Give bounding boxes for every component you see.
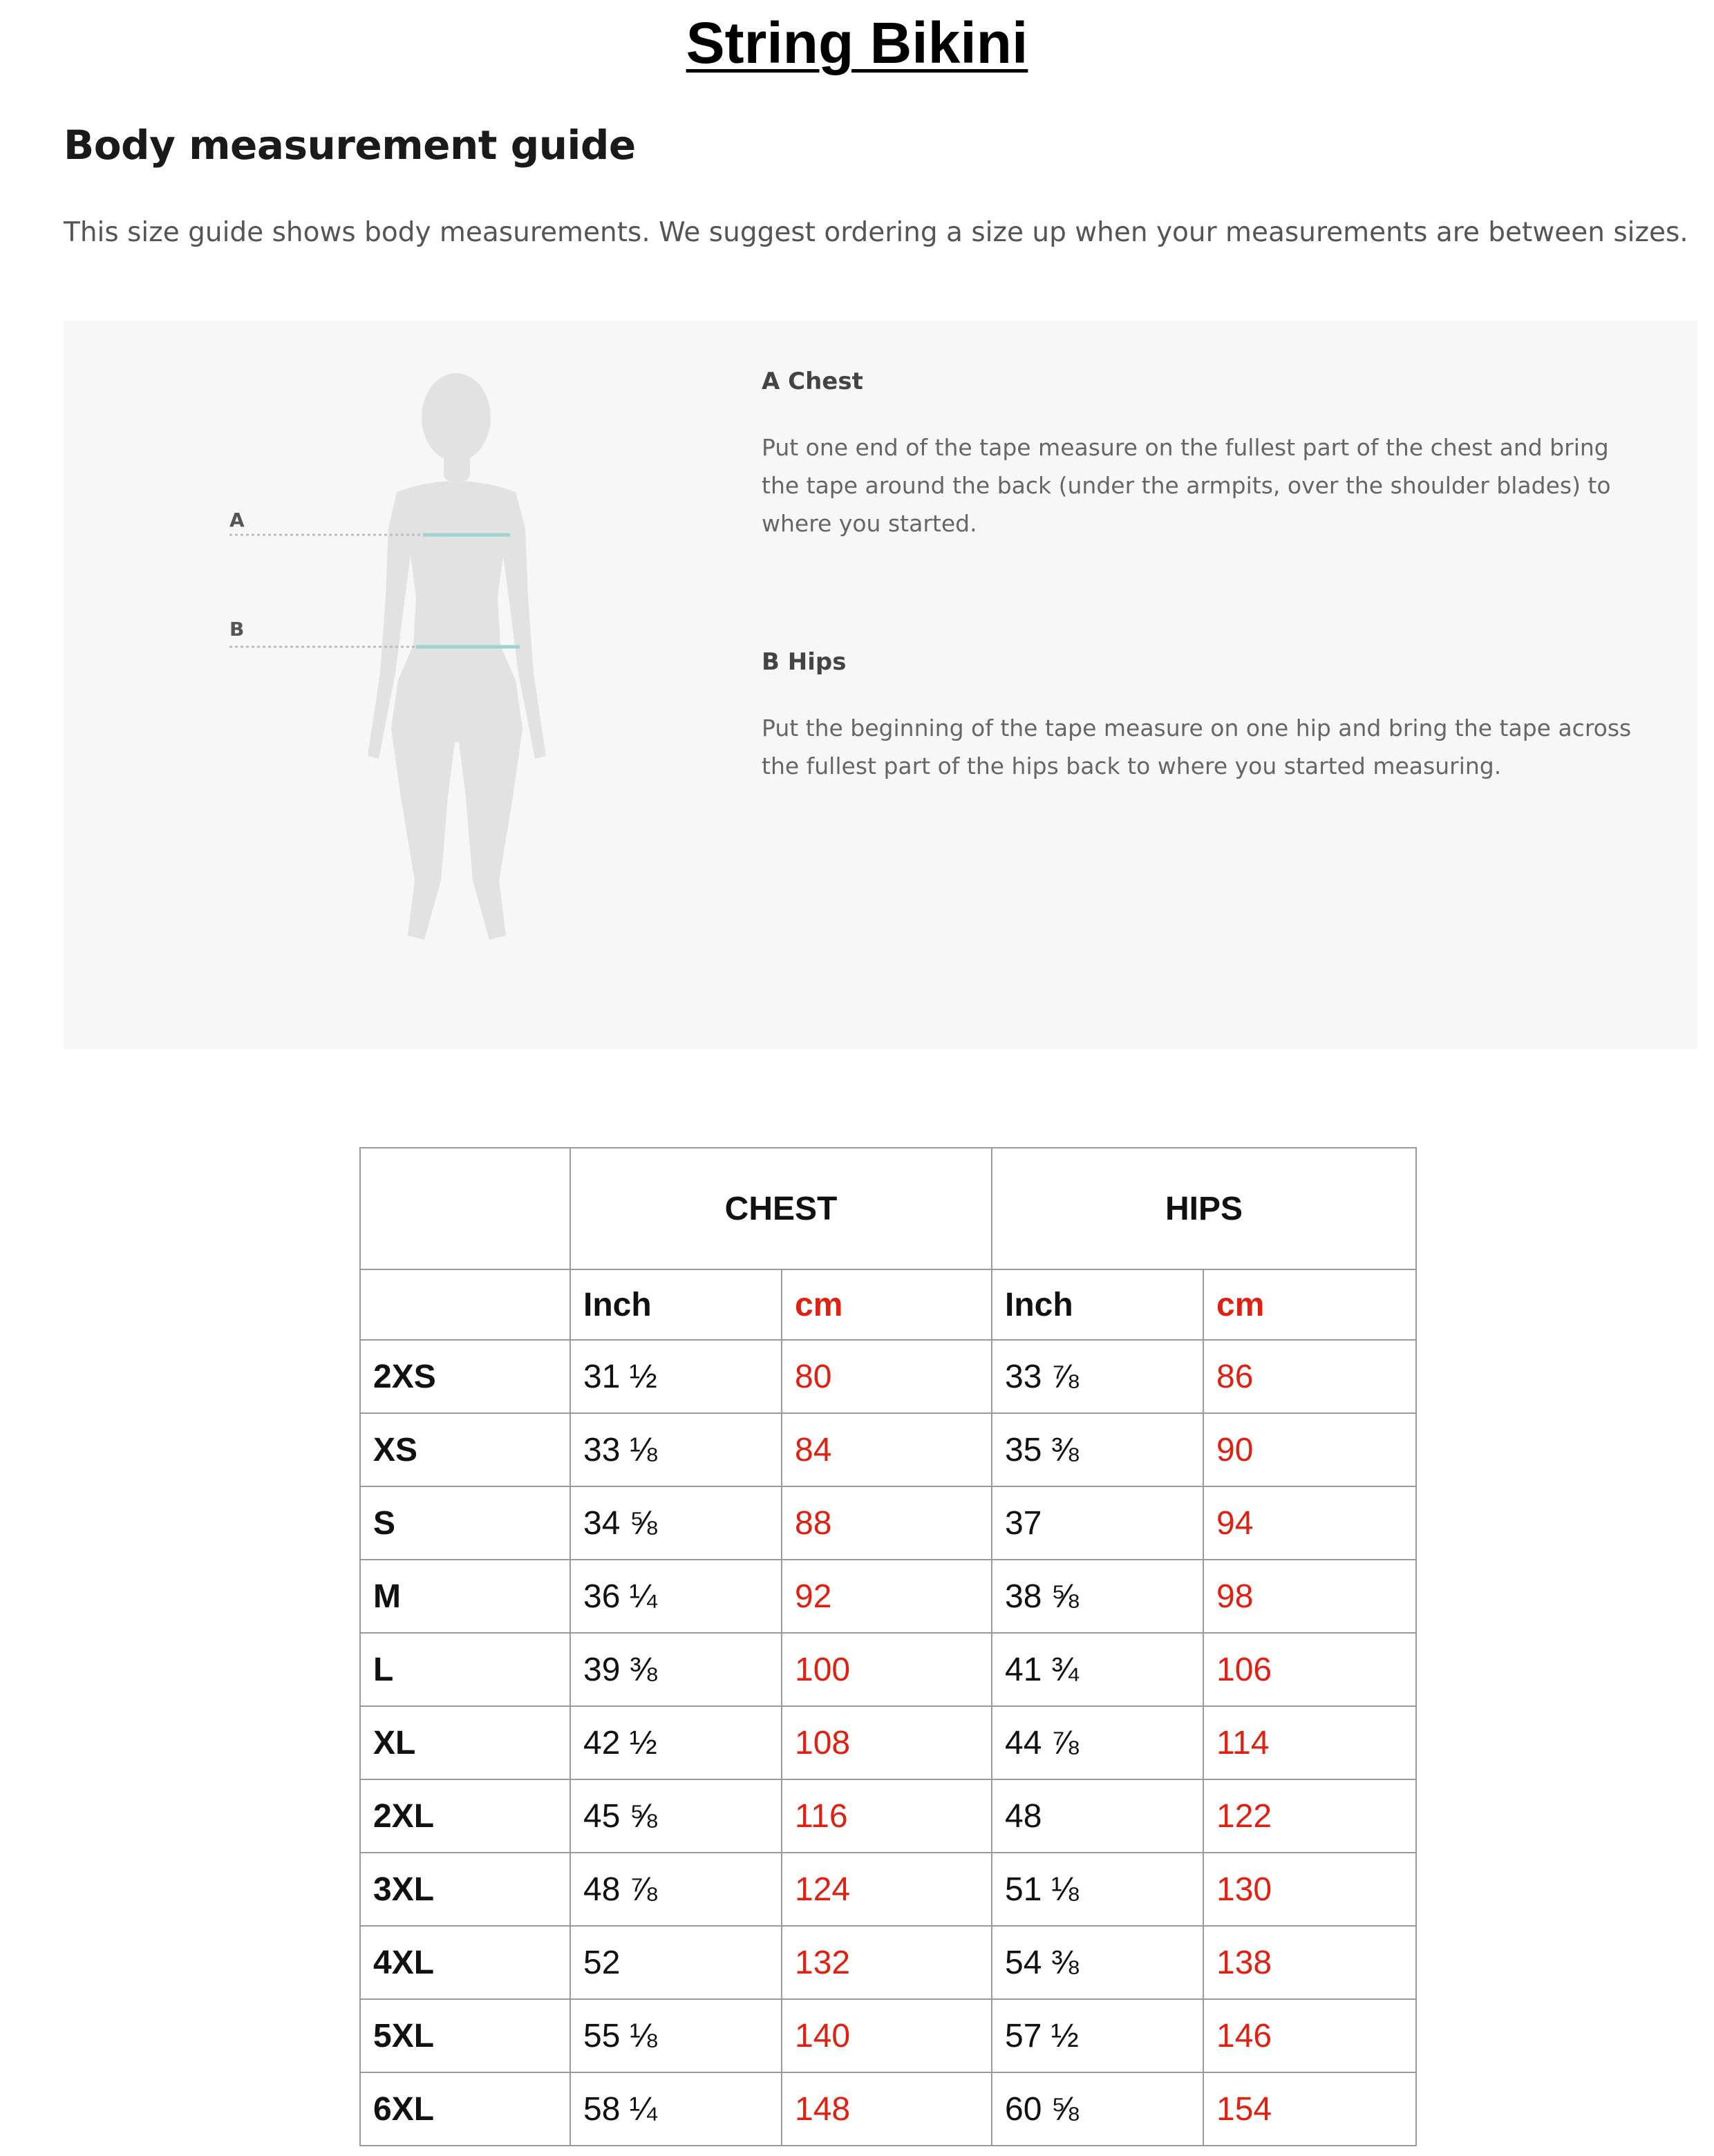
table-row [360, 1779, 1416, 1853]
chest-inch-cell: 34 ⅝ [570, 1486, 782, 1560]
hips-inch-header: Inch [992, 1269, 1203, 1340]
hips-inch-cell: 37 [992, 1486, 1203, 1560]
table-row [360, 1706, 1416, 1779]
measurement-guide-panel [64, 321, 1697, 1049]
chest-inch-cell: 31 ½ [570, 1340, 782, 1413]
hips-marker-label: B [229, 618, 245, 641]
hips-inch-cell: 57 ½ [992, 1999, 1203, 2072]
chest-cm-header: cm [782, 1269, 992, 1340]
hips-inch-cell: 44 ⅞ [992, 1706, 1203, 1779]
hips-cm-cell: 90 [1203, 1413, 1416, 1486]
table-row [360, 1633, 1416, 1706]
size-cell: 6XL [360, 2072, 570, 2146]
chest-cm-cell: 140 [782, 1999, 992, 2072]
hips-inch-cell: 33 ⅞ [992, 1340, 1203, 1413]
chest-inch-cell: 55 ⅛ [570, 1999, 782, 2072]
body-figure-illustration [216, 369, 603, 977]
empty-header-cell [360, 1148, 570, 1269]
chest-inch-cell: 36 ¼ [570, 1560, 782, 1633]
size-cell: S [360, 1486, 570, 1560]
hips-cm-cell: 86 [1203, 1340, 1416, 1413]
size-cell: XS [360, 1413, 570, 1486]
size-cell: M [360, 1560, 570, 1633]
hips-title: B Hips [762, 648, 847, 676]
hips-cm-cell: 98 [1203, 1560, 1416, 1633]
hips-description: Put the beginning of the tape measure on one hip and bring the tape across the fullest part of the hips back to where you started measuring. [762, 715, 1632, 779]
chest-instructions [762, 368, 1653, 542]
table-unit-header-row [360, 1269, 1416, 1340]
hips-cm-cell: 106 [1203, 1633, 1416, 1706]
empty-unit-cell [360, 1269, 570, 1340]
chest-title: A Chest [762, 368, 863, 395]
hips-instructions [762, 648, 1653, 785]
chest-group-header: CHEST [570, 1148, 992, 1269]
table-row [360, 1999, 1416, 2072]
hips-cm-cell: 94 [1203, 1486, 1416, 1560]
hips-cm-cell: 154 [1203, 2072, 1416, 2146]
hips-inch-cell: 54 ⅜ [992, 1926, 1203, 1999]
size-cell: XL [360, 1706, 570, 1779]
table-row [360, 1340, 1416, 1413]
size-cell: 2XL [360, 1779, 570, 1853]
hips-cm-cell: 114 [1203, 1706, 1416, 1779]
size-chart-table [359, 1147, 1417, 2146]
chest-description: Put one end of the tape measure on the fullest part of the chest and bring the tape around the back (under the armpits, over the shoulder blades) to where you started. [762, 434, 1611, 537]
chest-inch-cell: 45 ⅝ [570, 1779, 782, 1853]
hips-cm-cell: 122 [1203, 1779, 1416, 1853]
chest-marker-label: A [229, 509, 245, 531]
chest-cm-cell: 124 [782, 1853, 992, 1926]
chest-inch-cell: 39 ⅜ [570, 1633, 782, 1706]
hips-cm-cell: 146 [1203, 1999, 1416, 2072]
size-cell: 3XL [360, 1853, 570, 1926]
chest-inch-cell: 48 ⅞ [570, 1853, 782, 1926]
hips-inch-cell: 35 ⅜ [992, 1413, 1203, 1486]
hips-inch-cell: 38 ⅝ [992, 1560, 1203, 1633]
table-row [360, 1413, 1416, 1486]
body-silhouette [368, 373, 546, 940]
chest-cm-cell: 84 [782, 1413, 992, 1486]
chest-cm-cell: 116 [782, 1779, 992, 1853]
intro-text: This size guide shows body measurements. We suggest ordering a size up when your measurements are between sizes. [64, 217, 1688, 248]
chest-cm-cell: 88 [782, 1486, 992, 1560]
table-row [360, 1560, 1416, 1633]
hips-inch-cell: 41 ¾ [992, 1633, 1203, 1706]
chest-inch-cell: 42 ½ [570, 1706, 782, 1779]
chest-inch-header: Inch [570, 1269, 782, 1340]
hips-inch-cell: 51 ⅛ [992, 1853, 1203, 1926]
hips-cm-header: cm [1203, 1269, 1416, 1340]
hips-inch-cell: 48 [992, 1779, 1203, 1853]
page-title: String Bikini [686, 10, 1028, 75]
chest-cm-cell: 100 [782, 1633, 992, 1706]
chest-cm-cell: 80 [782, 1340, 992, 1413]
hips-inch-cell: 60 ⅝ [992, 2072, 1203, 2146]
table-row [360, 1486, 1416, 1560]
hips-group-header: HIPS [992, 1148, 1416, 1269]
size-cell: 5XL [360, 1999, 570, 2072]
chest-cm-cell: 108 [782, 1706, 992, 1779]
chest-cm-cell: 148 [782, 2072, 992, 2146]
chest-inch-cell: 33 ⅛ [570, 1413, 782, 1486]
table-row [360, 1926, 1416, 1999]
table-row [360, 2072, 1416, 2146]
size-cell: 2XS [360, 1340, 570, 1413]
table-group-header-row [360, 1148, 1416, 1269]
chest-inch-cell: 52 [570, 1926, 782, 1999]
hips-cm-cell: 130 [1203, 1853, 1416, 1926]
chest-inch-cell: 58 ¼ [570, 2072, 782, 2146]
table-row [360, 1853, 1416, 1926]
section-heading: Body measurement guide [64, 122, 636, 169]
hips-cm-cell: 138 [1203, 1926, 1416, 1999]
size-cell: 4XL [360, 1926, 570, 1999]
chest-cm-cell: 132 [782, 1926, 992, 1999]
size-cell: L [360, 1633, 570, 1706]
chest-cm-cell: 92 [782, 1560, 992, 1633]
